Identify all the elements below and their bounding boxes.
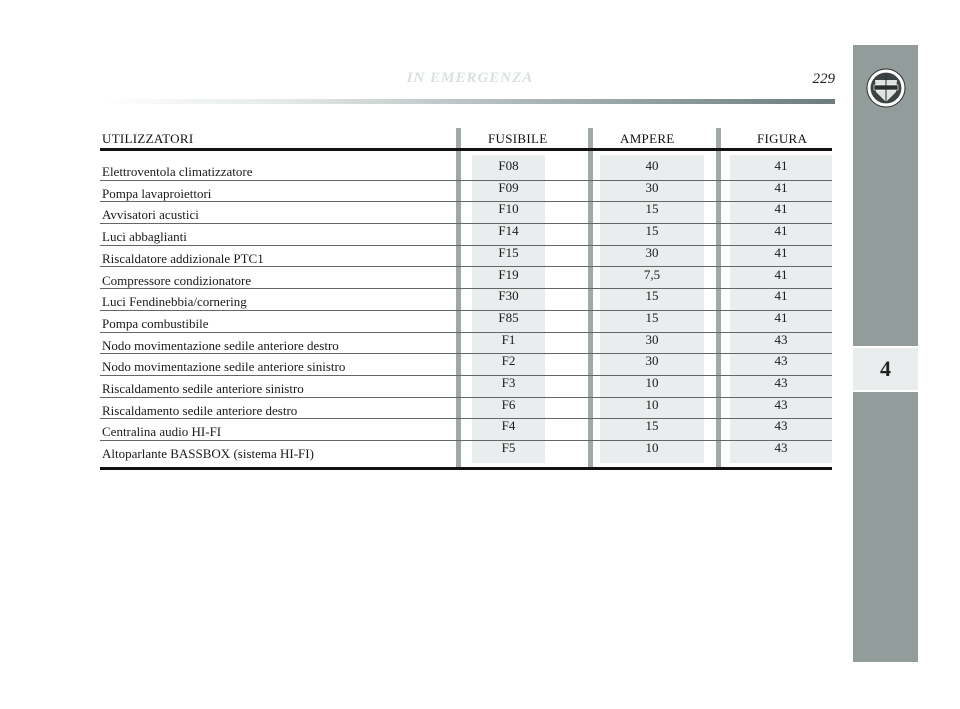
row-figure: 41 (774, 223, 788, 239)
row-fuse: F14 (498, 223, 519, 239)
header-figure: FIGURA (757, 131, 808, 146)
row-figure: 43 (774, 331, 788, 347)
row-description: Pompa lavaproiettori (102, 185, 212, 201)
row-ampere: 30 (645, 244, 659, 260)
row-fuse: F4 (501, 418, 516, 434)
row-fuse: F09 (498, 179, 519, 195)
row-fuse: F3 (501, 375, 516, 390)
table-row (100, 181, 832, 203)
header-divider (100, 99, 835, 104)
row-fuse: F10 (498, 201, 519, 217)
table-row (100, 333, 832, 355)
table-row (100, 419, 832, 441)
row-description: Avvisatori acustici (102, 207, 199, 223)
row-figure: 41 (774, 179, 788, 195)
row-description: Riscaldamento sedile anteriore destro (102, 402, 298, 418)
row-description: Luci Fendinebbia/cornering (102, 294, 247, 310)
row-fuse: F30 (498, 288, 519, 304)
bottom-rule (100, 467, 832, 470)
row-ampere: 15 (645, 288, 659, 304)
row-description: Luci abbaglianti (102, 229, 187, 245)
row-fuse: F19 (498, 266, 519, 282)
row-ampere: 7,5 (643, 266, 661, 282)
row-fuse: F08 (498, 158, 519, 173)
row-description: Centralina audio HI-FI (102, 424, 222, 440)
table-row (100, 376, 832, 398)
row-figure: 41 (774, 266, 788, 282)
row-ampere: 15 (645, 309, 659, 325)
row-figure: 41 (774, 201, 788, 217)
row-description: Compressore condizionatore (102, 272, 252, 288)
row-figure: 43 (774, 375, 788, 390)
row-ampere: 30 (645, 353, 659, 369)
row-figure: 43 (774, 440, 788, 456)
table-row (100, 224, 832, 246)
row-figure: 41 (774, 288, 788, 304)
row-figure: 43 (774, 418, 788, 434)
row-ampere: 10 (645, 396, 659, 412)
row-figure: 41 (774, 158, 788, 173)
row-ampere: 30 (645, 179, 659, 195)
table-row (100, 398, 832, 420)
row-figure: 43 (774, 353, 788, 369)
lancia-logo-icon (866, 68, 906, 108)
page-number: 229 (812, 71, 835, 87)
row-description: Elettroventola climatizzatore (102, 164, 253, 179)
row-ampere: 15 (645, 201, 659, 217)
row-ampere: 30 (645, 331, 659, 347)
row-ampere: 10 (645, 375, 659, 390)
row-figure: 41 (774, 244, 788, 260)
chapter-tab: 4 (853, 346, 918, 392)
row-description: Riscaldamento sedile anteriore sinistro (102, 381, 304, 396)
row-description: Nodo movimentazione sedile anteriore destro (102, 337, 339, 353)
table-row (100, 268, 832, 290)
header-ampere: AMPERE (620, 131, 675, 146)
row-ampere: 10 (645, 440, 659, 456)
row-fuse: F85 (498, 309, 519, 325)
fuse-table (100, 128, 832, 473)
row-description: Pompa combustibile (102, 315, 209, 331)
table-row (100, 202, 832, 224)
header-fuse: FUSIBILE (488, 131, 548, 146)
row-fuse: F15 (498, 244, 519, 260)
row-description: Riscaldatore addizionale PTC1 (102, 250, 264, 266)
table-row (100, 159, 832, 181)
row-ampere: 15 (645, 223, 659, 239)
row-description: Nodo movimentazione sedile anteriore sinistro (102, 359, 346, 375)
row-ampere: 40 (645, 158, 659, 173)
header-rule (100, 148, 832, 151)
row-ampere: 15 (645, 418, 659, 434)
header-description: UTILIZZATORI (102, 131, 194, 146)
table-row (100, 354, 832, 376)
table-row (100, 289, 832, 311)
row-description: Altoparlante BASSBOX (sistema HI-FI) (102, 446, 314, 462)
row-fuse: F1 (501, 331, 516, 347)
row-fuse: F5 (501, 440, 516, 456)
row-figure: 41 (774, 309, 788, 325)
table-row (100, 311, 832, 333)
table-row (100, 441, 832, 463)
row-fuse: F2 (501, 353, 516, 369)
section-title: IN EMERGENZA (406, 70, 534, 86)
table-row (100, 246, 832, 268)
row-fuse: F6 (501, 396, 516, 412)
row-figure: 43 (774, 396, 788, 412)
